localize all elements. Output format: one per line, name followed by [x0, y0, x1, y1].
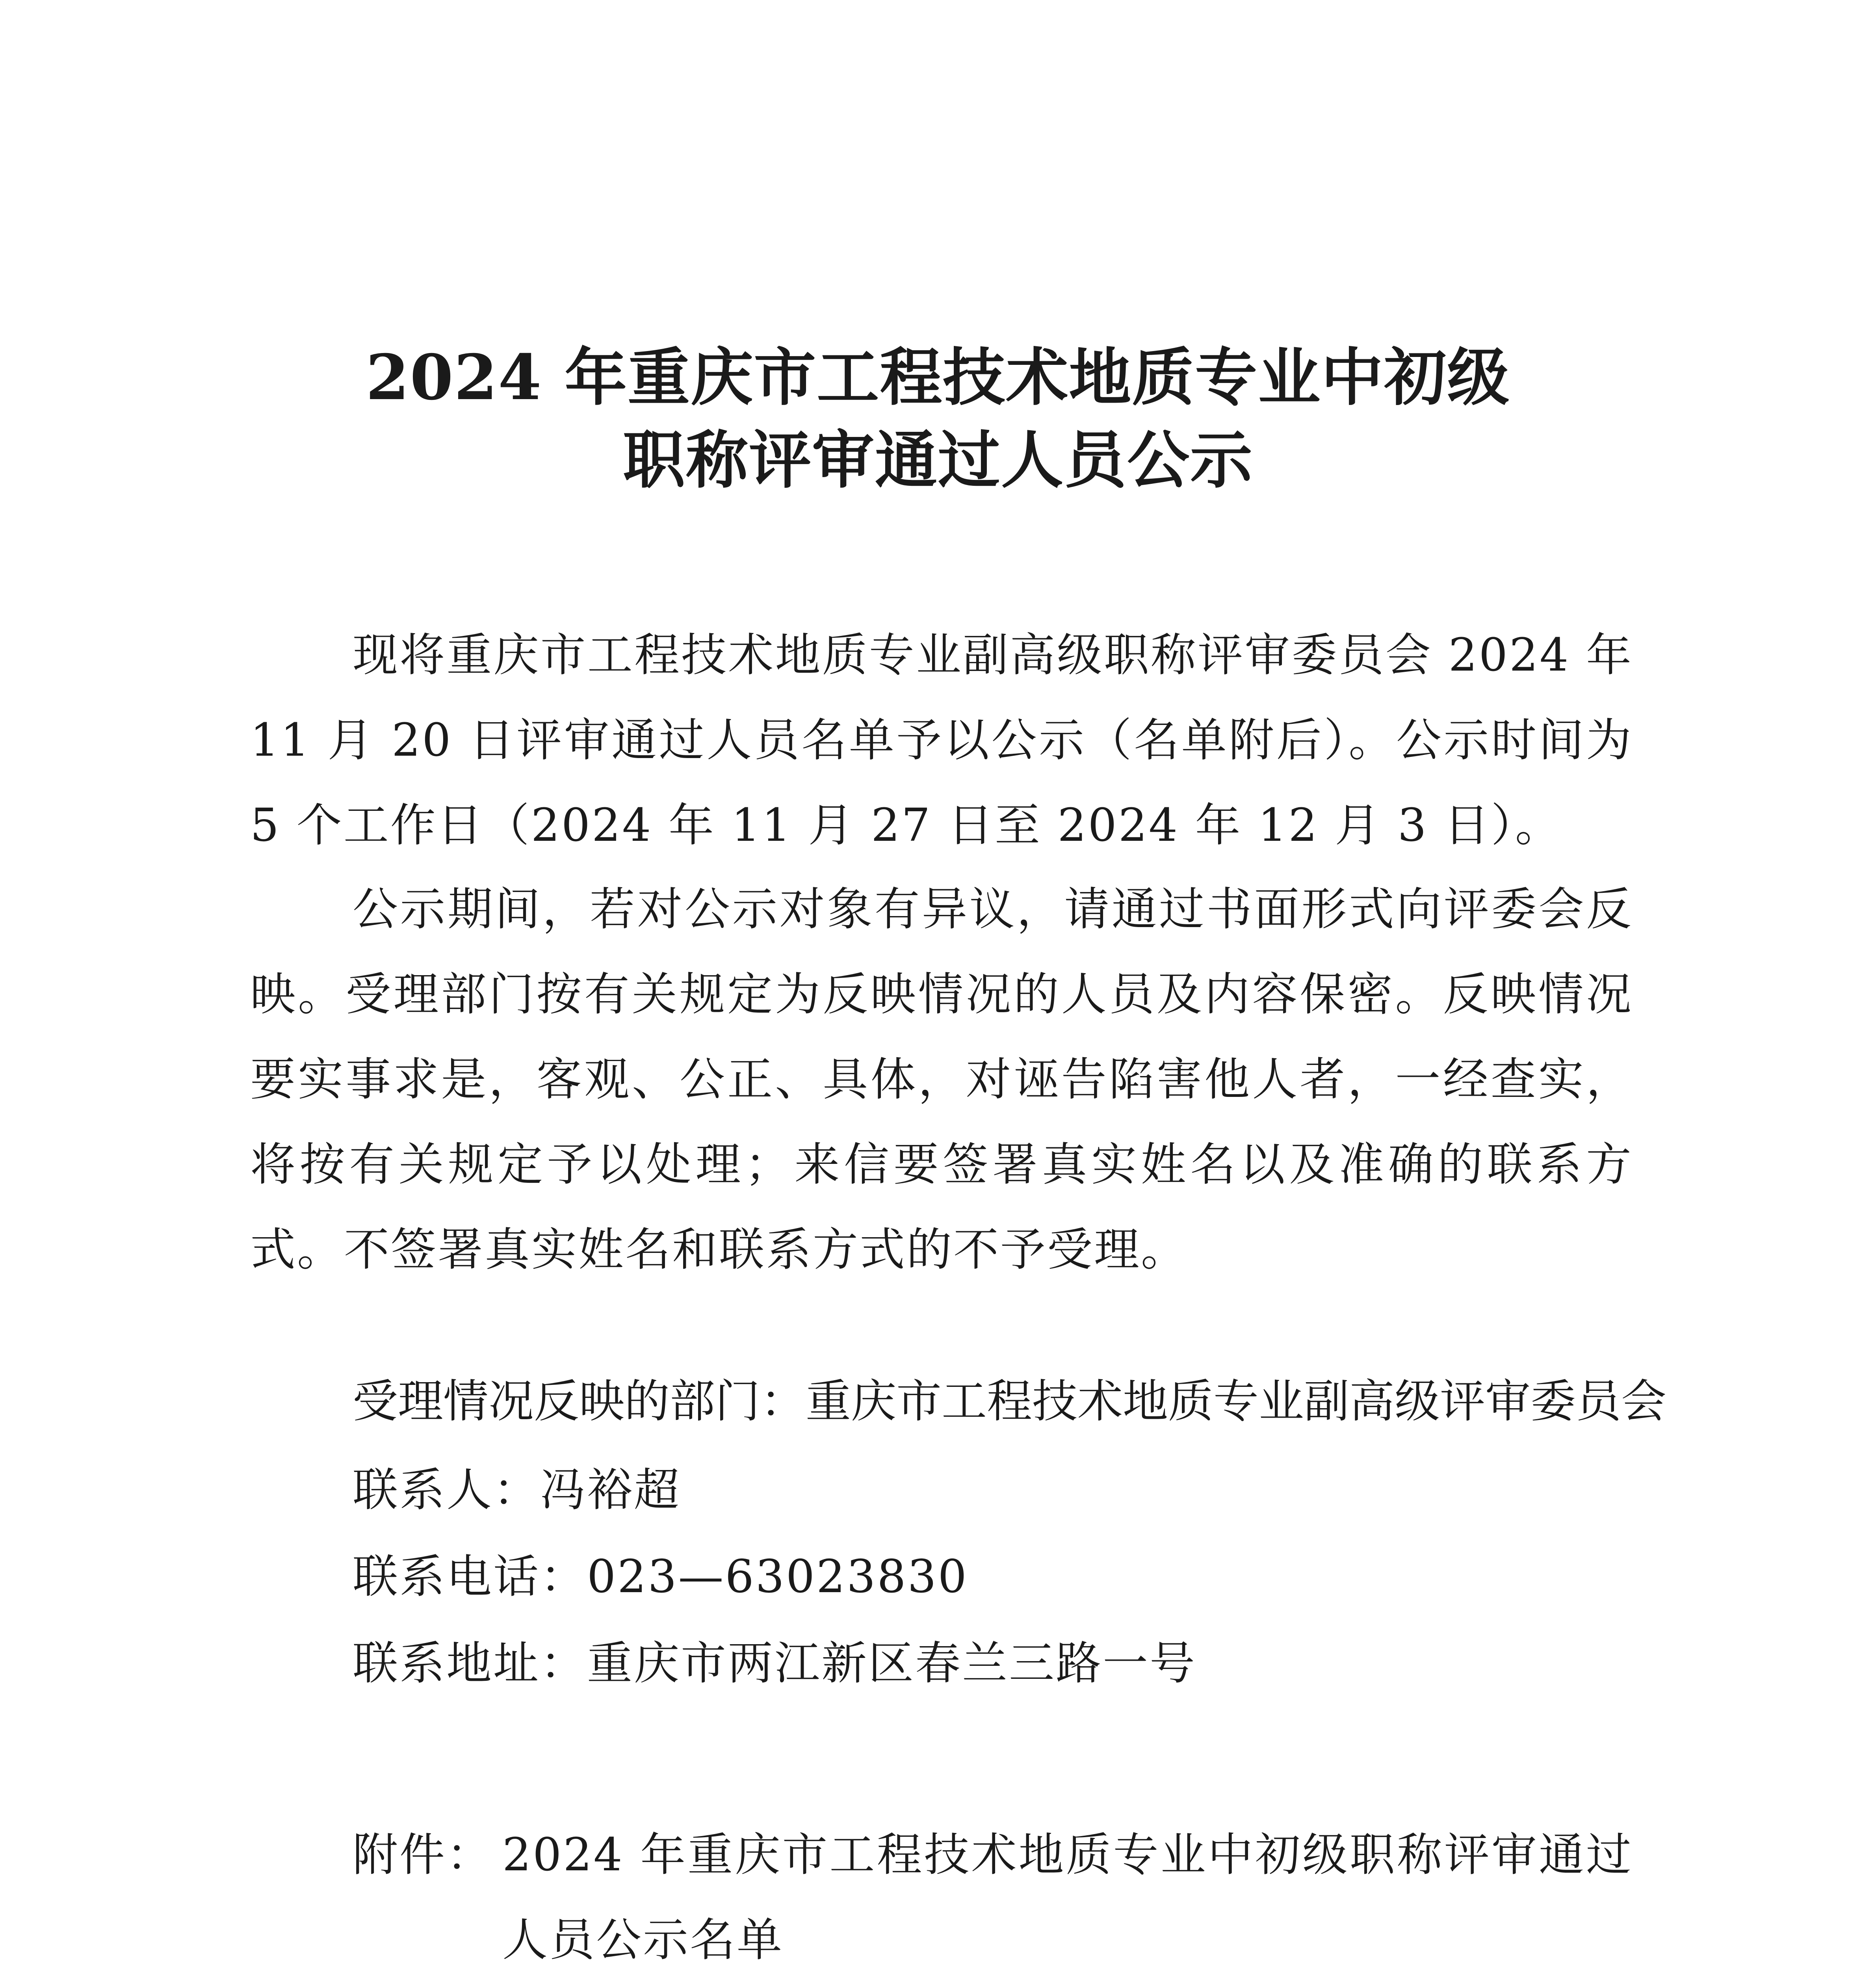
contact-person: 联系人：冯裕超 — [353, 1464, 681, 1517]
objection-paragraph — [250, 867, 1633, 1292]
paragraph-text: 公示期间，若对公示对象有异议，请通过书面形式向评委会反映。受理部门按有关规定为反映情况的人员及内容保密。反映情况要实事求是，客观、公正、具体，对诬告陷害他人者，一经查实，将按有关规定予以处理；来信要签署真实姓名以及准确的联系方式。不签署真实姓名和联系方式的不予受理。 — [250, 883, 1633, 1276]
announcement-paragraph — [250, 613, 1633, 868]
attachment — [353, 1812, 1633, 1970]
contact-address: 联系地址：重庆市两江新区春兰三路一号 — [353, 1637, 1197, 1690]
attachment-text: 2024 年重庆市工程技术地质专业中初级职称评审通过人员公示名单 — [502, 1829, 1633, 1966]
document-title-line-1: 2024 年重庆市工程技术地质专业中初级 — [366, 341, 1510, 414]
contact-phone: 联系电话：023—63023830 — [353, 1550, 968, 1603]
attachment-label: 附件： — [353, 1829, 494, 1881]
contact-department: 受理情况反映的部门：重庆市工程技术地质专业副高级评审委员会 — [353, 1375, 1667, 1428]
document-title-line-2: 职称评审通过人员公示 — [623, 424, 1253, 497]
paragraph-text: 现将重庆市工程技术地质专业副高级职称评审委员会 2024 年 11 月 20 日评审通过人员名单予以公示（名单附后）。公示时间为 5 个工作日（2024 年 11 月 27 日至 2024 年 12 月 3 日）。 — [250, 629, 1633, 852]
